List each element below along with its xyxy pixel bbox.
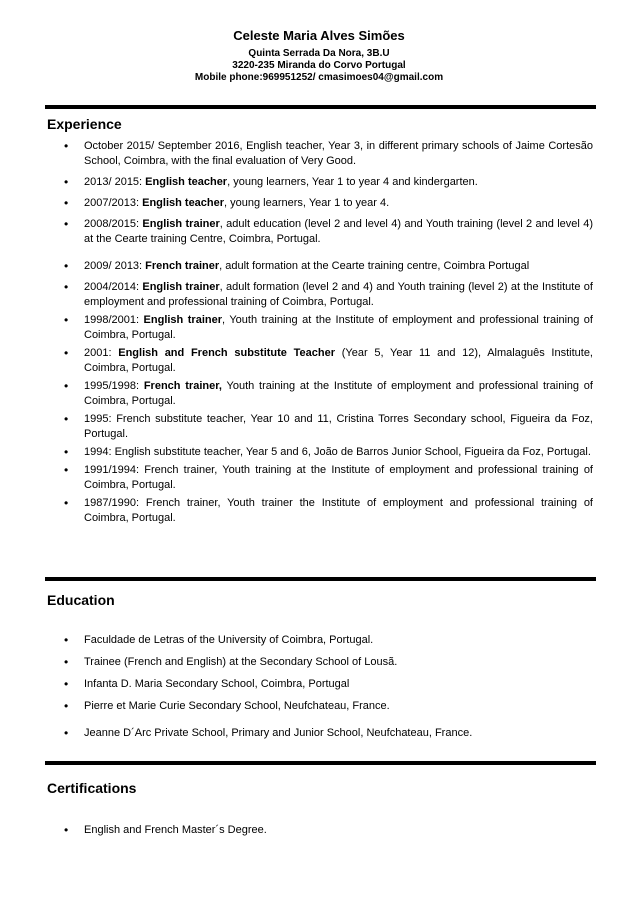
experience-list-item [47,196,593,211]
education-item-pre: Infanta D. Maria Secondary School, Coimbra, Portugal [84,678,350,690]
section-divider [45,105,596,109]
experience-item-post: (Year 5, Year 11 and 12), Almalaguês Institute, Coimbra, Portugal. [84,347,593,374]
education-heading: Education [47,592,115,608]
experience-list-item [47,217,593,247]
education-list-item [47,677,593,692]
resume-name: Celeste Maria Alves Simões [233,28,405,43]
experience-item-post: , adult formation at the Cearte training centre, Coimbra Portugal [219,260,530,272]
experience-item-post: , young learners, Year 1 to year 4 and kindergarten. [227,176,478,188]
experience-item-pre: October 2015/ September 2016, English teacher, Year 3, in different primary schools of Jaime Cortesão School, Coimbra, with the final evaluation of Very Good. [84,140,593,167]
section-divider [45,577,596,581]
experience-item-bold: English and French substitute Teacher [118,347,335,359]
experience-list-item [47,379,593,409]
experience-item-post: , adult formation (level 2 and 4) and Youth training (level 2) at the Institute of employment and professional training of Coimbra, Portugal. [84,281,593,308]
experience-list-item [47,259,593,274]
education-list-item [47,699,593,714]
experience-item-post: , adult education (level 2 and level 4) and Youth training (level 2 and level 4) at the Cearte training Centre, Coimbra, Portugal. [84,218,593,245]
experience-item-pre: 2004/2014: [84,281,143,293]
education-list-item [47,726,593,741]
experience-list-item [47,463,593,493]
experience-list [47,139,593,529]
section-divider [45,761,596,765]
education-item-pre: Trainee (French and English) at the Secondary School of Lousã. [84,656,398,668]
experience-item-pre: 1991/1994: French trainer, Youth training at the Institute of employment and professional training of Coimbra, Portugal. [84,464,593,491]
certifications-list [47,823,593,838]
experience-list-item [47,139,593,169]
certifications-heading: Certifications [47,780,137,796]
experience-item-pre: 1995/1998: [84,380,144,392]
education-list-item [47,655,593,670]
education-item-pre: Faculdade de Letras of the University of Coimbra, Portugal. [84,634,374,646]
experience-list-item [47,175,593,190]
experience-item-pre: 1987/1990: French trainer, Youth trainer the Institute of employment and professional training of Coimbra, Portugal. [84,497,593,524]
education-list [47,633,593,748]
experience-item-pre: 2013/ 2015: [84,176,146,188]
education-item-pre: Jeanne D´Arc Private School, Primary and Junior School, Neufchateau, France. [84,727,473,739]
experience-list-item [47,346,593,376]
experience-item-bold: French trainer [145,260,220,272]
experience-item-post: , Youth training at the Institute of employment and professional training of Coimbra, Portugal. [84,314,593,341]
experience-item-bold: English trainer [143,314,222,326]
experience-item-bold: English teacher [145,176,228,188]
address-line-2: 3220-235 Miranda do Corvo Portugal [232,60,406,71]
experience-item-bold: English teacher [142,197,225,209]
experience-list-item [47,280,593,310]
experience-item-bold: English trainer [142,281,220,293]
experience-item-pre: 2008/2015: [84,218,143,230]
experience-list-item [47,313,593,343]
experience-list-item [47,496,593,526]
address-line-1: Quinta Serrada Da Nora, 3B.U [248,48,390,59]
education-item-pre: Pierre et Marie Curie Secondary School, Neufchateau, France. [84,700,390,712]
contact-line: Mobile phone:969951252/ cmasimoes04@gmail.com [194,72,444,83]
experience-item-bold: English trainer [142,218,220,230]
experience-item-pre: 1995: French substitute teacher, Year 10 and 11, Cristina Torres Secondary school, Figueira da Foz, Portugal. [84,413,593,440]
education-list-item [47,633,593,648]
experience-list-item [47,445,593,460]
experience-heading: Experience [47,116,122,132]
experience-item-pre: 2007/2013: [84,197,143,209]
experience-list-item [47,412,593,442]
experience-item-pre: 2009/ 2013: [84,260,146,272]
experience-item-bold: French trainer, [143,380,222,392]
experience-item-pre: 1998/2001: [84,314,144,326]
experience-item-pre: 2001: [84,347,119,359]
certifications-item-pre: English and French Master´s Degree. [84,824,267,836]
experience-item-post: , young learners, Year 1 to year 4. [224,197,390,209]
experience-item-post: Youth training at the Institute of employment and professional training of Coimbra, Portugal. [84,380,593,407]
experience-item-pre: 1994: English substitute teacher, Year 5 and 6, João de Barros Junior School, Figueira da Foz, Portugal. [84,446,591,458]
certifications-list-item [47,823,593,838]
